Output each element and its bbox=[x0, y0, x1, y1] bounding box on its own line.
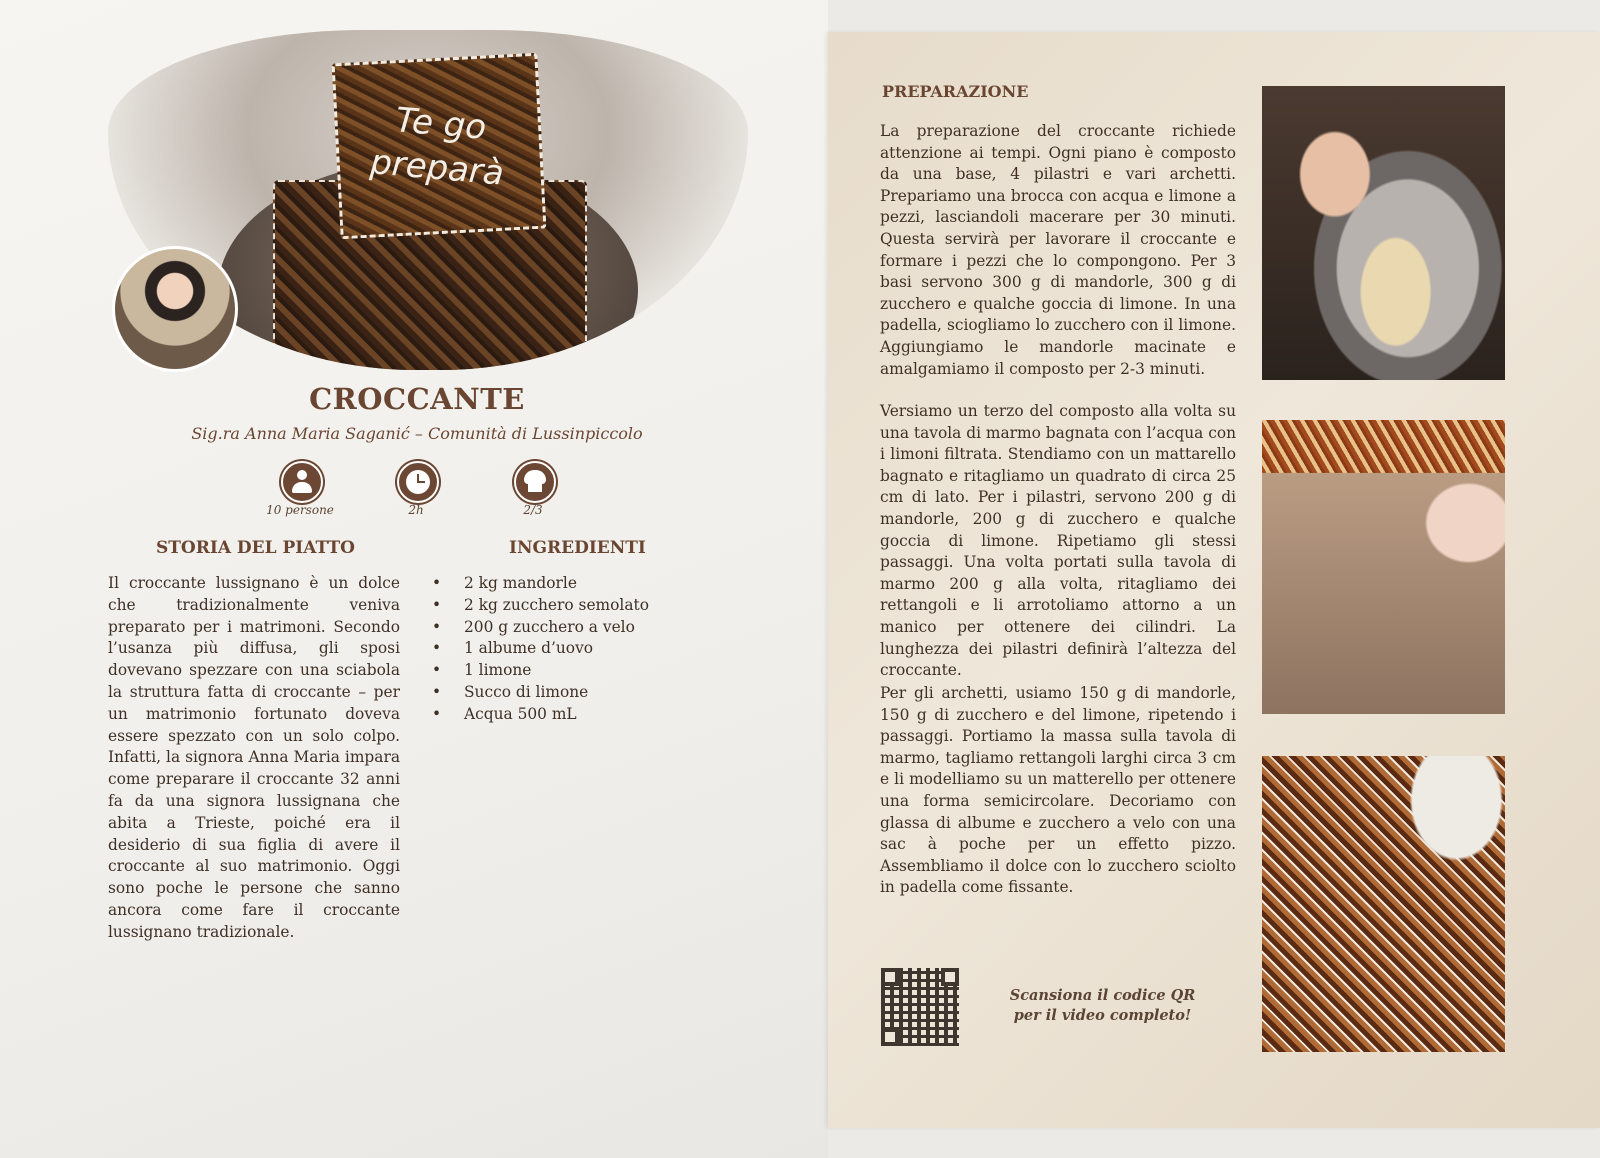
cake-sign bbox=[332, 53, 547, 240]
qr-caption bbox=[1000, 986, 1205, 1026]
ingredient-item: • 1 albume d’uovo bbox=[430, 638, 670, 660]
ingredients-list bbox=[430, 573, 670, 726]
qr-caption-line1: Scansiona il codice QR bbox=[1009, 987, 1196, 1004]
preparation-paragraph: La preparazione del croccante richiede attenzione ai tempi. Ogni piano è composto da una base, 4 pilastri e vari archetti. Prepariamo una brocca con acqua e limone a pezzi, lasciandoli macerare per 30 minuti. Questa servirà per lavorare il croccante e formare i pezzi che lo compongono. Per 3 basi servono 300 g di mandorle, 300 g di zucchero e qualche goccia di limone. In una padella, sciogliamo lo zucchero con il limone. Aggiungiamo le mandorle macinate e amalgamiamo il composto per 2-3 minuti. bbox=[880, 122, 1236, 378]
preparation-paragraph: Per gli archetti, usiamo 150 g di mandorle, 150 g di zucchero e del limone, ripetendo i passaggi. Portiamo la massa sulla tavola di marmo, tagliamo rettangoli larghi circa 3 cm e li modelliamo su un matterello per ottenere una forma semicircolare. Decoriamo con glassa di albume e zucchero a velo con una sac à poche per un effetto pizzo. Assembliamo il dolce con lo zucchero sciolto in padella come fissante. bbox=[880, 684, 1236, 897]
qr-caption-line2: per il video completo! bbox=[1013, 1007, 1192, 1024]
story-heading: STORIA DEL PIATTO bbox=[156, 538, 355, 558]
ingredient-item: • 1 limone bbox=[430, 660, 670, 682]
chef-hat-icon bbox=[514, 461, 556, 503]
preparation-paragraph: Versiamo un terzo del composto alla volta su una tavola di marmo bagnata con l’acqua con i limoni filtrata. Stendiamo con un mattarello bagnato e ritagliamo un quadrato di circa 25 cm di lato. Per i pilastri, servono 200 g di mandorle, 200 g di zucchero e qualche goccia di limone. Ripetiamo gli stessi passaggi. Una volta portati sulla tavola di marmo 200 g alla volta, ritagliamo dei rettangoli e li arrotoliamo attorno a un manico per ottenere dei cilindri. La lunghezza dei pilastri definirà l’altezza del croccante. bbox=[880, 402, 1236, 680]
time-label: 2h bbox=[408, 503, 424, 517]
ingredient-item: • 2 kg zucchero semolato bbox=[430, 595, 670, 617]
person-icon bbox=[281, 461, 323, 503]
ingredient-item: • 2 kg mandorle bbox=[430, 573, 670, 595]
ingredient-item: • Succo di limone bbox=[430, 682, 670, 704]
clock-icon bbox=[397, 461, 439, 503]
page-title: CROCCANTE bbox=[309, 382, 525, 416]
avatar bbox=[112, 246, 238, 372]
difficulty-label: 2/3 bbox=[523, 503, 543, 517]
ingredients-heading: INGREDIENTI bbox=[509, 538, 646, 558]
preparation-heading: PREPARAZIONE bbox=[882, 82, 1029, 101]
photo-icing-decoration bbox=[1262, 756, 1505, 1052]
ingredient-item: • 200 g zucchero a velo bbox=[430, 617, 670, 639]
ingredient-item: • Acqua 500 mL bbox=[430, 704, 670, 726]
photo-melting-sugar bbox=[1262, 86, 1505, 380]
story-text: Il croccante lussignano è un dolce che tradizionalmente veniva preparato per i matrimoni. Secondo l’usanza più diffusa, gli sposi dovevano spezzare con una sciabola la struttura fatta di croccante – per un matrimonio fortunato doveva essere spezzato con un solo colpo. Infatti, la signora Anna Maria impara come preparare il croccante 32 anni fa da una signora lussignana che abita a Trieste, poiché era il desiderio di sua figlia di avere il croccante al suo matrimonio. Oggi sono poche le persone che sanno ancora come fare il croccante lussignano tradizionale. bbox=[108, 574, 400, 941]
qr-code[interactable] bbox=[881, 968, 959, 1046]
servings-label: 10 persone bbox=[266, 503, 334, 517]
cake-inscription: Te go preparà bbox=[368, 100, 506, 194]
photo-rolling-pillars bbox=[1262, 420, 1505, 714]
page-subtitle: Sig.ra Anna Maria Saganić – Comunità di Lussinpiccolo bbox=[191, 424, 643, 443]
